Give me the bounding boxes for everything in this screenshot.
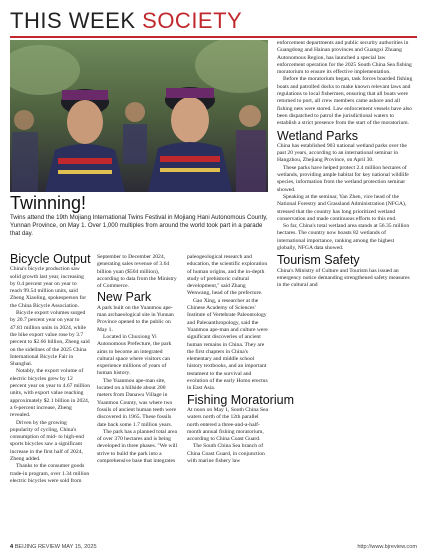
- column-3: [187, 254, 294, 465]
- paragraph: Thanks to the consumer goods trade-in program, over 1.34 million electric bicycles were sold from: [10, 463, 90, 484]
- paragraph: The park has a planned total area of over 370 hectares and is being developed in three phases. "We will strive to build the park into a comprehensive base that integrates: [97, 428, 178, 465]
- page-footer: [10, 544, 417, 550]
- column-2: [97, 254, 179, 465]
- photo-caption-title: Twinning!: [10, 193, 87, 213]
- paragraph: The South China Sea branch of China Coast Guard, in conjunction with marine fishery law: [187, 443, 265, 465]
- paragraph: China has established 903 national wetland parks over the past 20 years, according to an international seminar in Hangzhou, Zhejiang Province, on April 30.: [277, 142, 407, 164]
- paragraph: So far, China's total wetland area stands at 56.35 million hectares. The country now boasts 82 wetlands of international importance, ranking among the highest globally, NFGA data showed.: [277, 223, 410, 252]
- paragraph: China's bicycle production saw solid growth last year, increasing by 0.4 percent year on year to reach 99.54 million units, said Zheng Xiaoling, spokesperson for the China Bicycle Association.: [10, 266, 87, 309]
- paragraph: China's Ministry of Culture and Tourism has issued an emergency notice demanding strengthened safety measures in the cultural and: [277, 267, 410, 289]
- title-main: THIS WEEK: [10, 8, 136, 33]
- lead-photo-image: [10, 40, 268, 192]
- paragraph: enforcement departments and public security authorities in Guangdong and Hainan provinces and Guangxi Zhuang Autonomous Region, has launched a special law enforcement operation for the 2025 South China Sea fishing moratorium to ensure its effective implementation.: [277, 40, 412, 76]
- paragraph: Located in Chuxiong Yi Autonomous Prefecture, the park aims to become an integrated cultural space where visitors can experience millions of years of human history.: [97, 333, 172, 377]
- column-4: [277, 40, 413, 290]
- paragraph: At noon on May 1, South China Sea waters north of the 12th parallel north entered a three-and-a-half-month annual fishing moratorium, according to China Coast Guard.: [187, 406, 269, 443]
- paragraph: These parks have helped protect 2.4 million hectares of wetlands, providing ample habitat for key national wildlife species, information from the wetland protection seminar showed.: [277, 164, 409, 193]
- column-1: [10, 254, 90, 485]
- heading-fishing-moratorium: Fishing Moratorium: [187, 392, 294, 407]
- paragraph: paleogeological research and education, the scientific exploration of human origins, and the in-depth study of prehistoric cultural development," said Zhang Wenwang, head of the prefecture.: [187, 254, 268, 297]
- heading-tourism-safety: Tourism Safety: [277, 253, 360, 268]
- heading-wetland-parks: Wetland Parks: [277, 128, 359, 143]
- page-number: 4: [10, 544, 14, 550]
- section-label: SOCIETY: [142, 8, 243, 33]
- paragraph: Driven by the growing popularity of cycling, China's consumption of mid- to high-end sports bicycles saw a significant increase in the first half of 2024, Zheng added.: [10, 419, 84, 463]
- paragraph: Gao Xing, a researcher at the Chinese Academy of Sciences' Institute of Vertebrate Paleontology and Paleoanthropology, said the Yuanmou ape-man and culture were significant discoveries of ancient human remains in China. They are the first chapters in China's elementary and middle school history textbooks, and an important testament to the survival and evolution of the early Homo erectus in East Asia.: [187, 297, 268, 392]
- publication-line: BEIJING REVIEW MAY 15, 2025: [14, 544, 97, 550]
- heading-bicycle-output: Bicycle Output: [10, 252, 91, 266]
- page-title: [10, 8, 242, 34]
- paragraph: A park built on the Yuanmou ape-man archaeological site in Yunnan Province opened to the public on May 1.: [97, 304, 174, 333]
- paragraph: Notably, the export volume of electric bicycles grew by 12 percent year on year to 4.67 million units, with export value reaching approximately $2.1 billion in 2024, a 6-percent increase, Zheng revealed.: [10, 368, 90, 419]
- page-header: [10, 6, 417, 38]
- paragraph: Bicycle export volumes surged by 20.7 percent year on year to 47.81 million units in 2024, while the bike export value rose by 3.7 percent to $2.66 billion, Zheng said on the sidelines of the 2025 China International Bicycle Fair in Shanghai.: [10, 310, 90, 368]
- heading-new-park: New Park: [97, 290, 152, 305]
- paragraph: Speaking at the seminar, Yan Zhen, vice head of the National Forestry and Grassland Administration (NFGA), stressed that the country has long prioritized wetland conservation and made continuous efforts to this end.: [277, 193, 407, 222]
- website-url: http://www.bjreview.com: [357, 544, 417, 550]
- paragraph: The Yuanmou ape-man site, located on a hillside about 200 meters from Danawu Village in Yuanmou County, was where two fossils of ancient human teeth were discovered in 1965. These fossils date back some 1.7 million years.: [97, 377, 177, 428]
- paragraph: Before the moratorium began, task forces boarded fishing boats and patrolled docks to make known relevant laws and regulations to local fishermen, ensuring that all boats were returned to port, all crew members came ashore and all fishing nets were stored. Law enforcement vessels have also been dispatched to patrol the jurisdictional waters to establish a strict presence from the start of the moratorium.: [277, 76, 413, 127]
- photo-caption: Twins attend the 19th Mojiang International Twins Festival in Mojiang Hani Autonomous County, Yunnan Province, on May 1. Over 1,000 multiples from around the world took part in a parade that day.: [10, 214, 268, 237]
- lead-photo: [10, 40, 268, 192]
- paragraph: September to December 2024, generating sales revenue of 3.64 billion yuan ($504 million), according to data from the Ministry of Commerce.: [97, 254, 177, 290]
